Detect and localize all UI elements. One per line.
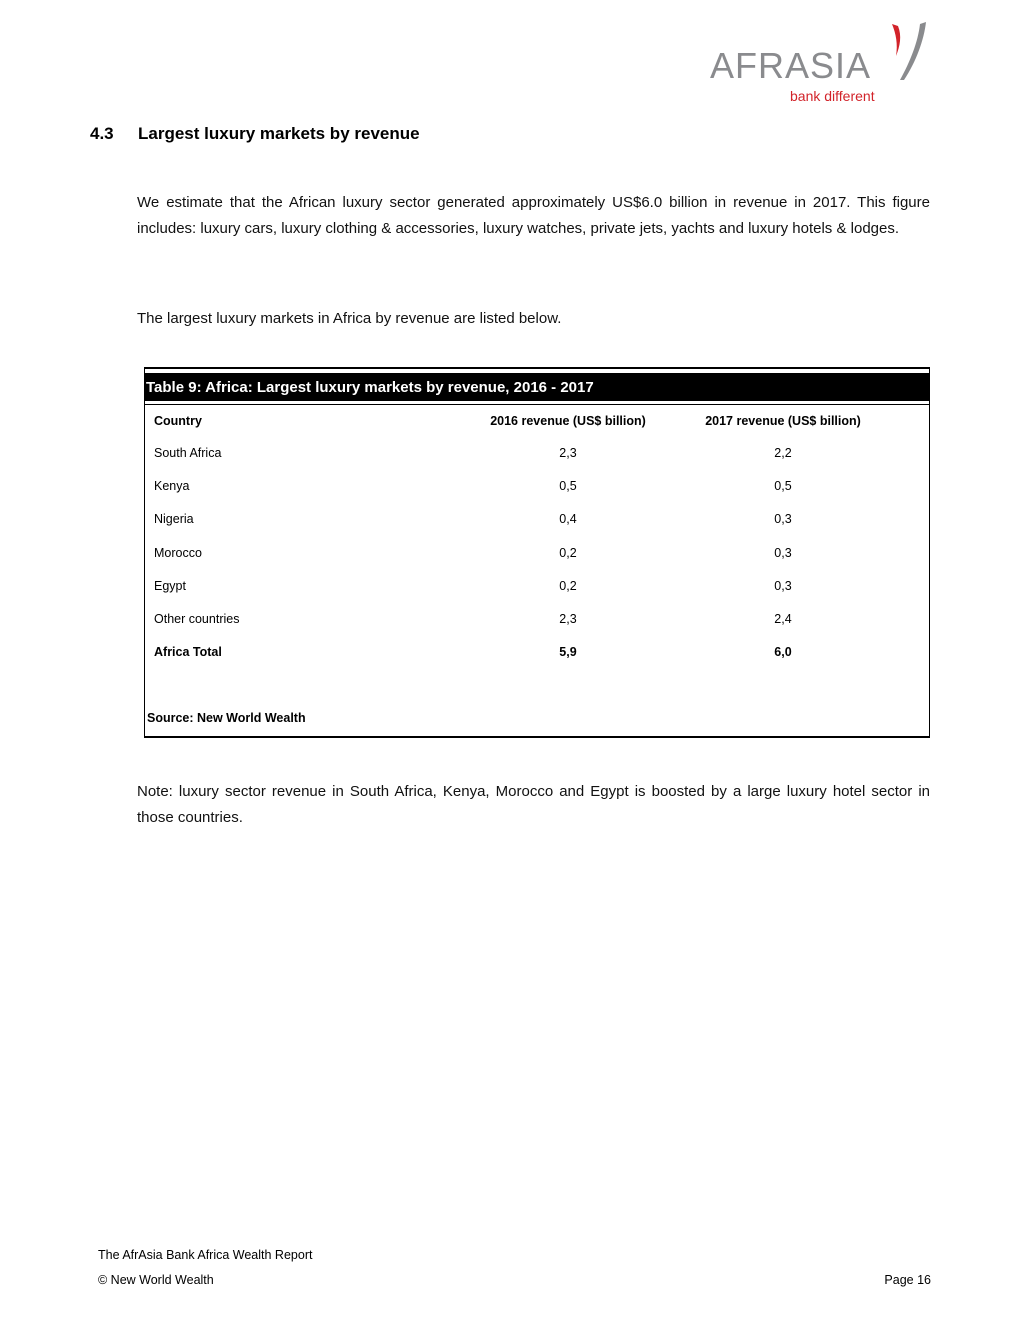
logo-swoosh-icon xyxy=(880,20,932,82)
total-2016: 5,9 xyxy=(559,645,577,659)
page-number: Page 16 xyxy=(884,1273,931,1287)
cell-2016: 2,3 xyxy=(559,446,577,460)
cell-country: Morocco xyxy=(154,546,202,560)
cell-2016: 0,5 xyxy=(559,479,577,493)
cell-country: Kenya xyxy=(154,479,190,493)
logo-swoosh-red xyxy=(892,24,900,56)
table-row xyxy=(145,509,929,529)
cell-country: Other countries xyxy=(154,612,240,626)
table-total-row xyxy=(145,642,929,662)
luxury-markets-table xyxy=(144,367,930,738)
cell-2016: 0,2 xyxy=(559,579,577,593)
cell-2017: 2,2 xyxy=(774,446,792,460)
table-title: Table 9: Africa: Largest luxury markets by revenue, 2016 - 2017 xyxy=(145,373,929,401)
header-2017: 2017 revenue (US$ billion) xyxy=(705,414,861,428)
logo-wordmark: AFRASIA xyxy=(710,45,872,86)
section-number: 4.3 xyxy=(90,124,114,143)
cell-2017: 0,3 xyxy=(774,512,792,526)
table-row xyxy=(145,543,929,563)
note-paragraph: Note: luxury sector revenue in South Africa, Kenya, Morocco and Egypt is boosted by a large luxury hotel sector in those countries. xyxy=(137,783,930,826)
section-heading xyxy=(90,124,420,144)
cell-2017: 0,5 xyxy=(774,479,792,493)
cell-2016: 0,2 xyxy=(559,546,577,560)
table-row xyxy=(145,576,929,596)
cell-country: South Africa xyxy=(154,446,222,460)
cell-2017: 2,4 xyxy=(774,612,792,626)
total-2017: 6,0 xyxy=(774,645,792,659)
cell-country: Nigeria xyxy=(154,512,194,526)
intro-paragraph: We estimate that the African luxury sector generated approximately US$6.0 billion in revenue in 2017. This figure includes: luxury cars, luxury clothing & accessories, luxury watches, private jets, yachts and luxury hotels & lodges. xyxy=(137,194,930,237)
section-title: Largest luxury markets by revenue xyxy=(138,124,420,143)
header-country: Country xyxy=(154,414,202,428)
logo-tagline: bank different xyxy=(790,88,875,104)
table-intro-paragraph: The largest luxury markets in Africa by revenue are listed below. xyxy=(137,310,562,327)
table-header-row xyxy=(145,411,929,431)
afrasia-logo xyxy=(708,20,934,110)
footer-copyright: © New World Wealth xyxy=(98,1273,214,1287)
cell-2016: 0,4 xyxy=(559,512,577,526)
cell-country: Egypt xyxy=(154,579,186,593)
table-row xyxy=(145,443,929,463)
cell-2017: 0,3 xyxy=(774,579,792,593)
header-2016: 2016 revenue (US$ billion) xyxy=(490,414,646,428)
table-title-rule xyxy=(145,404,929,405)
footer-report-title: The AfrAsia Bank Africa Wealth Report xyxy=(98,1248,313,1262)
cell-2017: 0,3 xyxy=(774,546,792,560)
total-label: Africa Total xyxy=(154,645,222,659)
table-source: Source: New World Wealth xyxy=(147,711,306,725)
cell-2016: 2,3 xyxy=(559,612,577,626)
table-row xyxy=(145,609,929,629)
logo-swoosh-grey xyxy=(900,22,926,80)
table-row xyxy=(145,476,929,496)
